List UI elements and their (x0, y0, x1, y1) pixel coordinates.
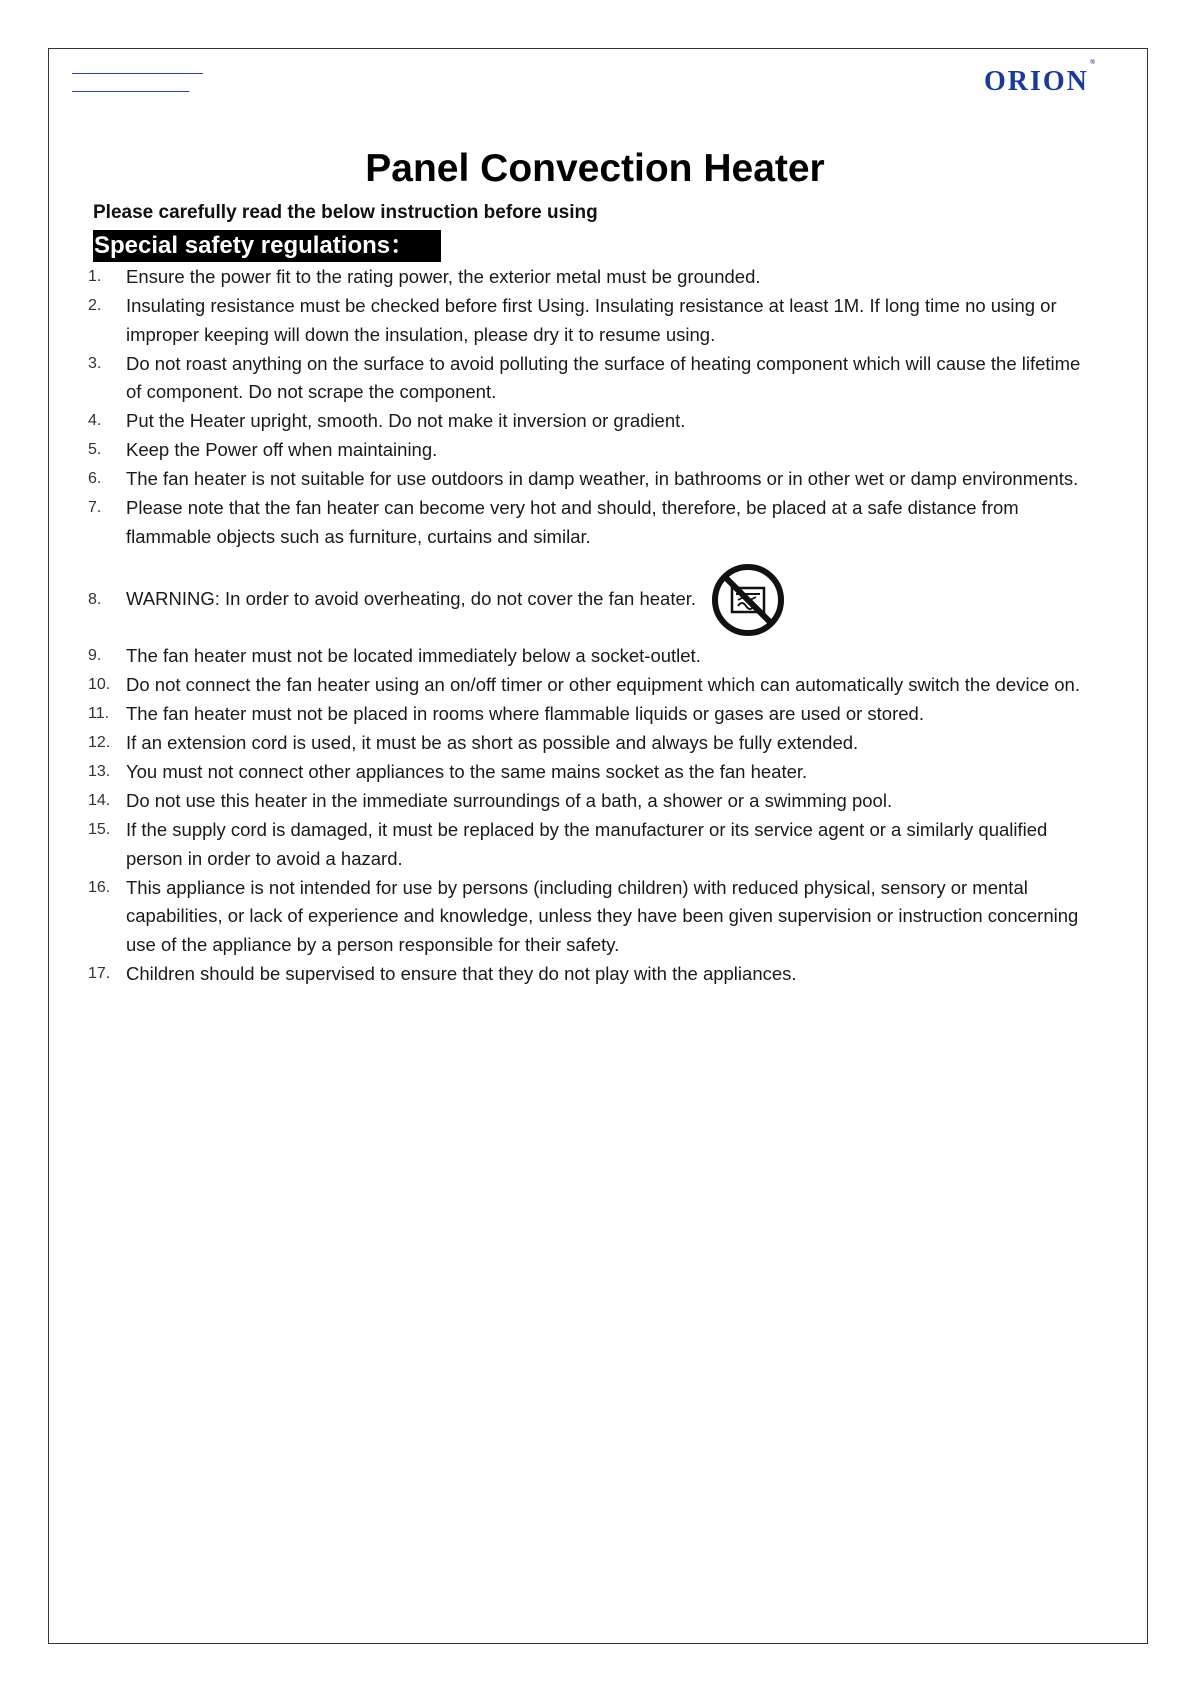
item-number: 6. (88, 470, 102, 487)
list-item (88, 816, 1100, 873)
item-text: If an extension cord is used, it must be as short as possible and always be fully extended. (126, 732, 859, 753)
list-item (88, 407, 1100, 436)
item-number: 11. (88, 705, 110, 722)
item-text: The fan heater must not be placed in rooms where flammable liquids or gases are used or stored. (126, 703, 924, 724)
item-number: 9. (88, 647, 102, 664)
item-number: 1. (88, 268, 102, 285)
item-number: 10. (88, 676, 111, 693)
header-rule-top (72, 73, 203, 74)
item-text: Keep the Power off when maintaining. (126, 439, 438, 460)
list-item (88, 960, 1100, 989)
item-text: Insulating resistance must be checked before first Using. Insulating resistance at least 1M. If long time no using or improper keeping will down the insulation, please dry it to resume using. (126, 295, 1057, 345)
item-number: 4. (88, 412, 102, 429)
item-number: 16. (88, 878, 111, 896)
list-item (88, 700, 1100, 729)
item-number: 15. (88, 821, 111, 838)
list-item-warning (88, 564, 1100, 636)
list-item (88, 671, 1100, 700)
do-not-cover-icon (710, 562, 786, 638)
item-text: If the supply cord is damaged, it must be replaced by the manufacturer or its service agent or a similarly qualified person in order to avoid a hazard. (126, 819, 1048, 869)
item-text: You must not connect other appliances to the same mains socket as the fan heater. (126, 761, 808, 782)
registered-mark: ® (1089, 57, 1096, 66)
brand-logo (984, 57, 1096, 98)
item-text: Do not connect the fan heater using an on/off timer or other equipment which can automatically switch the device on. (126, 674, 1080, 695)
list-item (88, 436, 1100, 465)
item-number: 8. (88, 590, 102, 608)
item-text: Do not roast anything on the surface to avoid polluting the surface of heating component which will cause the lifetime of component. Do not scrape the component. (126, 352, 1081, 402)
list-item (88, 787, 1100, 816)
section-heading: Special safety regulations： (93, 230, 441, 262)
item-text: WARNING: In order to avoid overheating, do not cover the fan heater. (126, 587, 697, 609)
item-number: 12. (88, 734, 111, 751)
list-item (88, 729, 1100, 758)
list-item (88, 465, 1100, 494)
brand-logo-text: ORION (984, 66, 1089, 97)
item-text: This appliance is not intended for use by persons (including children) with reduced physical, sensory or mental capabilities, or lack of experience and knowledge, unless they have been given supervision or instruction concerning use of the appliance by a person responsible for their safety. (126, 876, 1079, 955)
header-rule-bottom (72, 91, 189, 92)
list-item (88, 874, 1100, 960)
item-number: 13. (88, 763, 111, 780)
item-text: Please note that the fan heater can become very hot and should, therefore, be placed at a safe distance from flammable objects such as furniture, curtains and similar. (126, 497, 1019, 547)
item-text: Do not use this heater in the immediate surroundings of a bath, a shower or a swimming pool. (126, 790, 893, 811)
list-item (88, 642, 1100, 671)
list-item (88, 350, 1100, 407)
item-text-with-icon (126, 562, 1100, 638)
item-number: 2. (88, 297, 102, 314)
item-number: 17. (88, 964, 111, 982)
item-text: The fan heater must not be located immediately below a socket-outlet. (126, 645, 701, 666)
item-text: Put the Heater upright, smooth. Do not make it inversion or gradient. (126, 410, 686, 431)
regulations-list (88, 263, 1100, 989)
item-text: Children should be supervised to ensure that they do not play with the appliances. (126, 962, 797, 984)
item-number: 5. (88, 441, 102, 458)
list-item (88, 292, 1100, 349)
item-number: 14. (88, 792, 111, 809)
item-text: Ensure the power fit to the rating power, the exterior metal must be grounded. (126, 266, 761, 287)
list-item (88, 263, 1100, 292)
item-text: The fan heater is not suitable for use outdoors in damp weather, in bathrooms or in other wet or damp environments. (126, 468, 1079, 489)
item-number: 3. (88, 354, 102, 372)
page-title: Panel Convection Heater (365, 147, 825, 190)
list-item (88, 758, 1100, 787)
item-number: 7. (88, 499, 102, 516)
list-item (88, 494, 1100, 551)
instruction-note: Please carefully read the below instruction before using (93, 202, 598, 223)
